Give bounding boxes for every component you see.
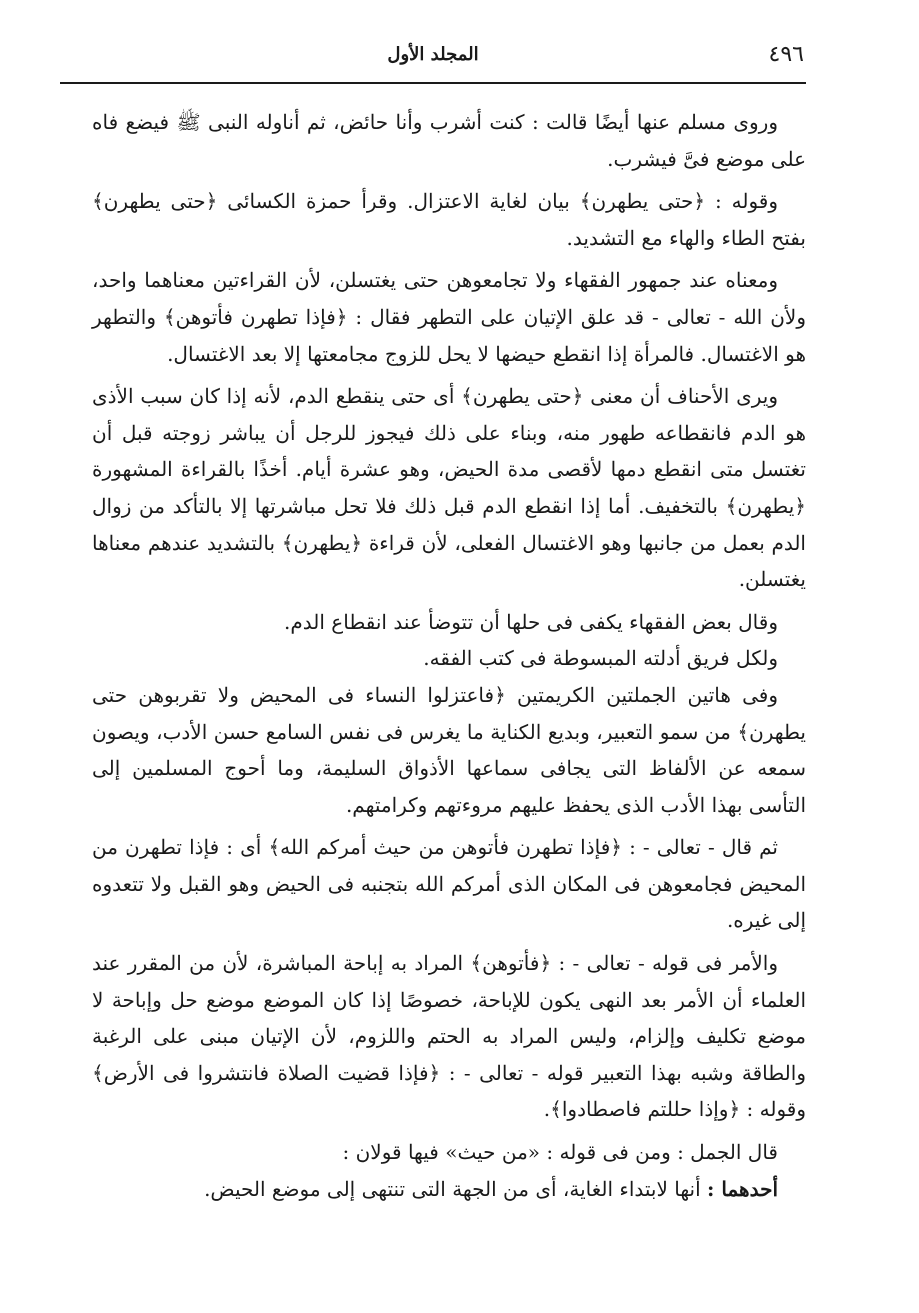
paragraph: ومعناه عند جمهور الفقهاء ولا تجامعوهن حتى يغتسلن، لأن القراءتين معناهما واحد، ولأن الله - تعالى - قد علق الإتيان على التطهر فقال : ﴿فإذا تطهرن فأتوهن﴾ والتطهر هو الاغتسال. فالمرأة إذا انقطع حيضها لا يحل للزوج مجامعتها إلا بعد الاغتسال.: [92, 268, 806, 366]
paragraph-last: [92, 1171, 806, 1208]
page-body: [92, 104, 806, 1213]
paragraph-text: أنها لابتداء الغاية، أى من الجهة التى تنتهى إلى موضع الحيض.: [204, 1176, 708, 1201]
paragraph: وروى مسلم عنها أيضًا قالت : كنت أشرب وأنا حائض، ثم أناوله النبى ﷺ فيضع فاه على موضع فىَّ فيشرب.: [92, 110, 806, 171]
paragraph-lead: أحدهما :: [707, 1176, 778, 1201]
paragraph: وقوله : ﴿حتى يطهرن﴾ بيان لغاية الاعتزال. وقرأ حمزة الكسائى ﴿حتى يطهرن﴾ بفتح الطاء والهاء مع التشديد.: [92, 189, 806, 250]
page-number: ٤٩٦: [768, 42, 804, 67]
volume-title: المجلد الأول: [387, 44, 479, 65]
page-header: [62, 38, 804, 72]
paragraph: والأمر فى قوله - تعالى - : ﴿فأتوهن﴾ المراد به إباحة المباشرة، لأن من المقرر عند العلماء أن الأمر بعد النهى يكون للإباحة، خصوصًا إذا كان الموضع موضع حل وإباحة لا موضع تكليف وإلزام، وليس المراد به الحتم واللزوم، لأن الإتيان مبنى على الرغبة والطاقة وشبه بهذا التعبير قوله - تعالى - : ﴿فإذا قضيت الصلاة فانتشروا فى الأرض﴾ وقوله : ﴿وإذا حللتم فاصطادوا﴾.: [92, 951, 806, 1122]
paragraph: وفى هاتين الجملتين الكريمتين ﴿فاعتزلوا النساء فى المحيض ولا تقربوهن حتى يطهرن﴾ من سمو التعبير، وبديع الكناية ما يغرس فى نفس السامع حسن الأدب، ويصون سمعه عن الألفاظ التى يجافى سماعها الأذواق السليمة، وما أحوج المسلمين إلى التأسى بهذا الأدب الذى يحفظ عليهم مروءتهم وكرامتهم.: [92, 682, 806, 817]
header-rule: [60, 82, 806, 84]
paragraph: ويرى الأحناف أن معنى ﴿حتى يطهرن﴾ أى حتى ينقطع الدم، لأنه إذا كان سبب الأذى هو الدم فانقطاعه طهور منه، وبناء على ذلك فيجوز للرجل أن يباشر زوجته قبل أن تغتسل متى انقطع دمها لأقصى مدة الحيض، وهو عشرة أيام. أخذًا بالقراءة المشهورة ﴿يطهرن﴾ بالتخفيف. أما إذا انقطع الدم قبل ذلك فلا تحل مباشرتها إلا بالتأكد من زوال الدم بعمل من جانبها وهو الاغتسال الفعلى، لأن قراءة ﴿يطهرن﴾ بالتشديد عندهم معناها يغتسلن.: [92, 384, 806, 592]
paragraph: ثم قال - تعالى - : ﴿فإذا تطهرن فأتوهن من حيث أمركم الله﴾ أى : فإذا تطهرن من المحيض فجامعوهن فى المكان الذى أمركم الله بتجنبه فى الحيض وهو القبل ولا تتعدوه إلى غيره.: [92, 835, 806, 933]
paragraph: ولكل فريق أدلته المبسوطة فى كتب الفقه.: [423, 646, 778, 671]
paragraph: قال الجمل : ومن فى قوله : «من حيث» فيها قولان :: [342, 1140, 778, 1165]
paragraph: وقال بعض الفقهاء يكفى فى حلها أن تتوضأ عند انقطاع الدم.: [284, 609, 778, 634]
